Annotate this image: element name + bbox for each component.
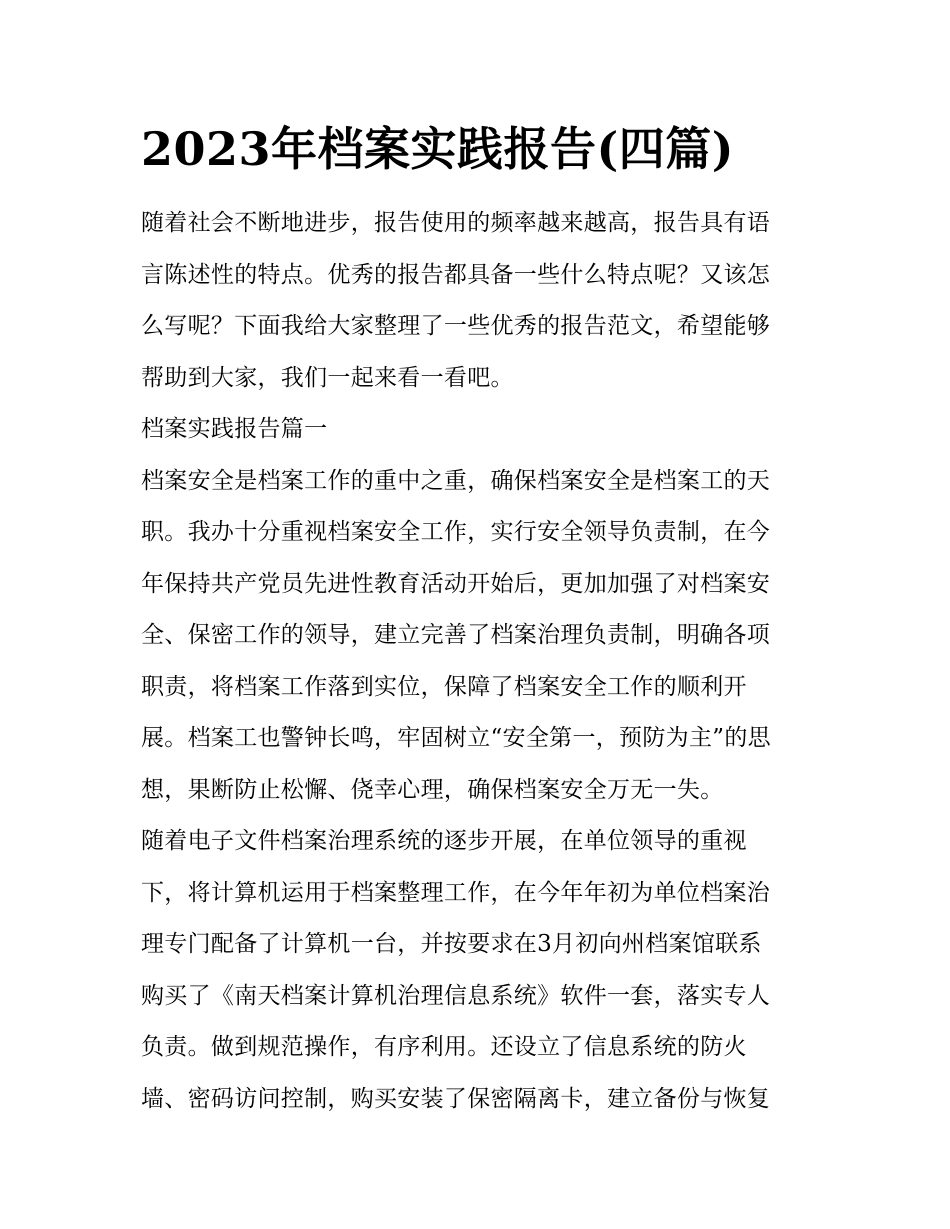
document-content	[141, 118, 813, 1125]
text-line: 理专门配备了计算机一台，并按要求在3月初向州档案馆联系	[141, 931, 762, 957]
text-line: 职责，将档案工作落到实位，保障了档案安全工作的顺利开	[141, 673, 747, 700]
text-line: 想，果断防止松懈、侥幸心理，确保档案安全万无一失。	[141, 776, 724, 803]
section-heading	[141, 404, 813, 456]
intro-paragraph	[141, 198, 813, 404]
text-line: 全、保密工作的领导，建立完善了档案治理负责制，明确各项	[141, 622, 771, 648]
text-line: 随着社会不断地进步，报告使用的频率越来越高，报告具有语	[141, 210, 771, 236]
text-line: 下，将计算机运用于档案整理工作，在今年年初为单位档案治	[141, 879, 771, 906]
text-line: 展。档案工也警钟长鸣，牢固树立“安全第一，预防为主”的思	[141, 725, 771, 751]
text-line: 么写呢？下面我给大家整理了一些优秀的报告范文，希望能够	[141, 313, 771, 339]
text-line: 档案安全是档案工作的重中之重，确保档案安全是档案工的天	[141, 467, 771, 494]
section-heading-text: 档案实践报告篇一	[141, 416, 328, 442]
text-line: 墙、密码访问控制，购买安装了保密隔离卡，建立备份与恢复	[141, 1085, 771, 1112]
text-line: 年保持共产党员先进性教育活动开始后，更加加强了对档案安	[141, 570, 771, 597]
text-line: 职。我办十分重视档案安全工作，实行安全领导负责制，在今	[141, 519, 771, 545]
text-line: 购买了《南天档案计算机治理信息系统》软件一套，落实专人	[141, 982, 771, 1009]
text-line: 言陈述性的特点。优秀的报告都具备一些什么特点呢？又该怎	[141, 261, 771, 288]
text-line: 负责。做到规范操作，有序利用。还设立了信息系统的防火	[141, 1034, 747, 1060]
text-line: 帮助到大家，我们一起来看一看吧。	[141, 364, 514, 391]
body-paragraph	[141, 456, 813, 817]
text-line: 随着电子文件档案治理系统的逐步开展，在单位领导的重视	[141, 828, 747, 854]
document-title: 2023年档案实践报告(四篇)	[141, 122, 735, 176]
body-paragraph	[141, 816, 813, 1125]
